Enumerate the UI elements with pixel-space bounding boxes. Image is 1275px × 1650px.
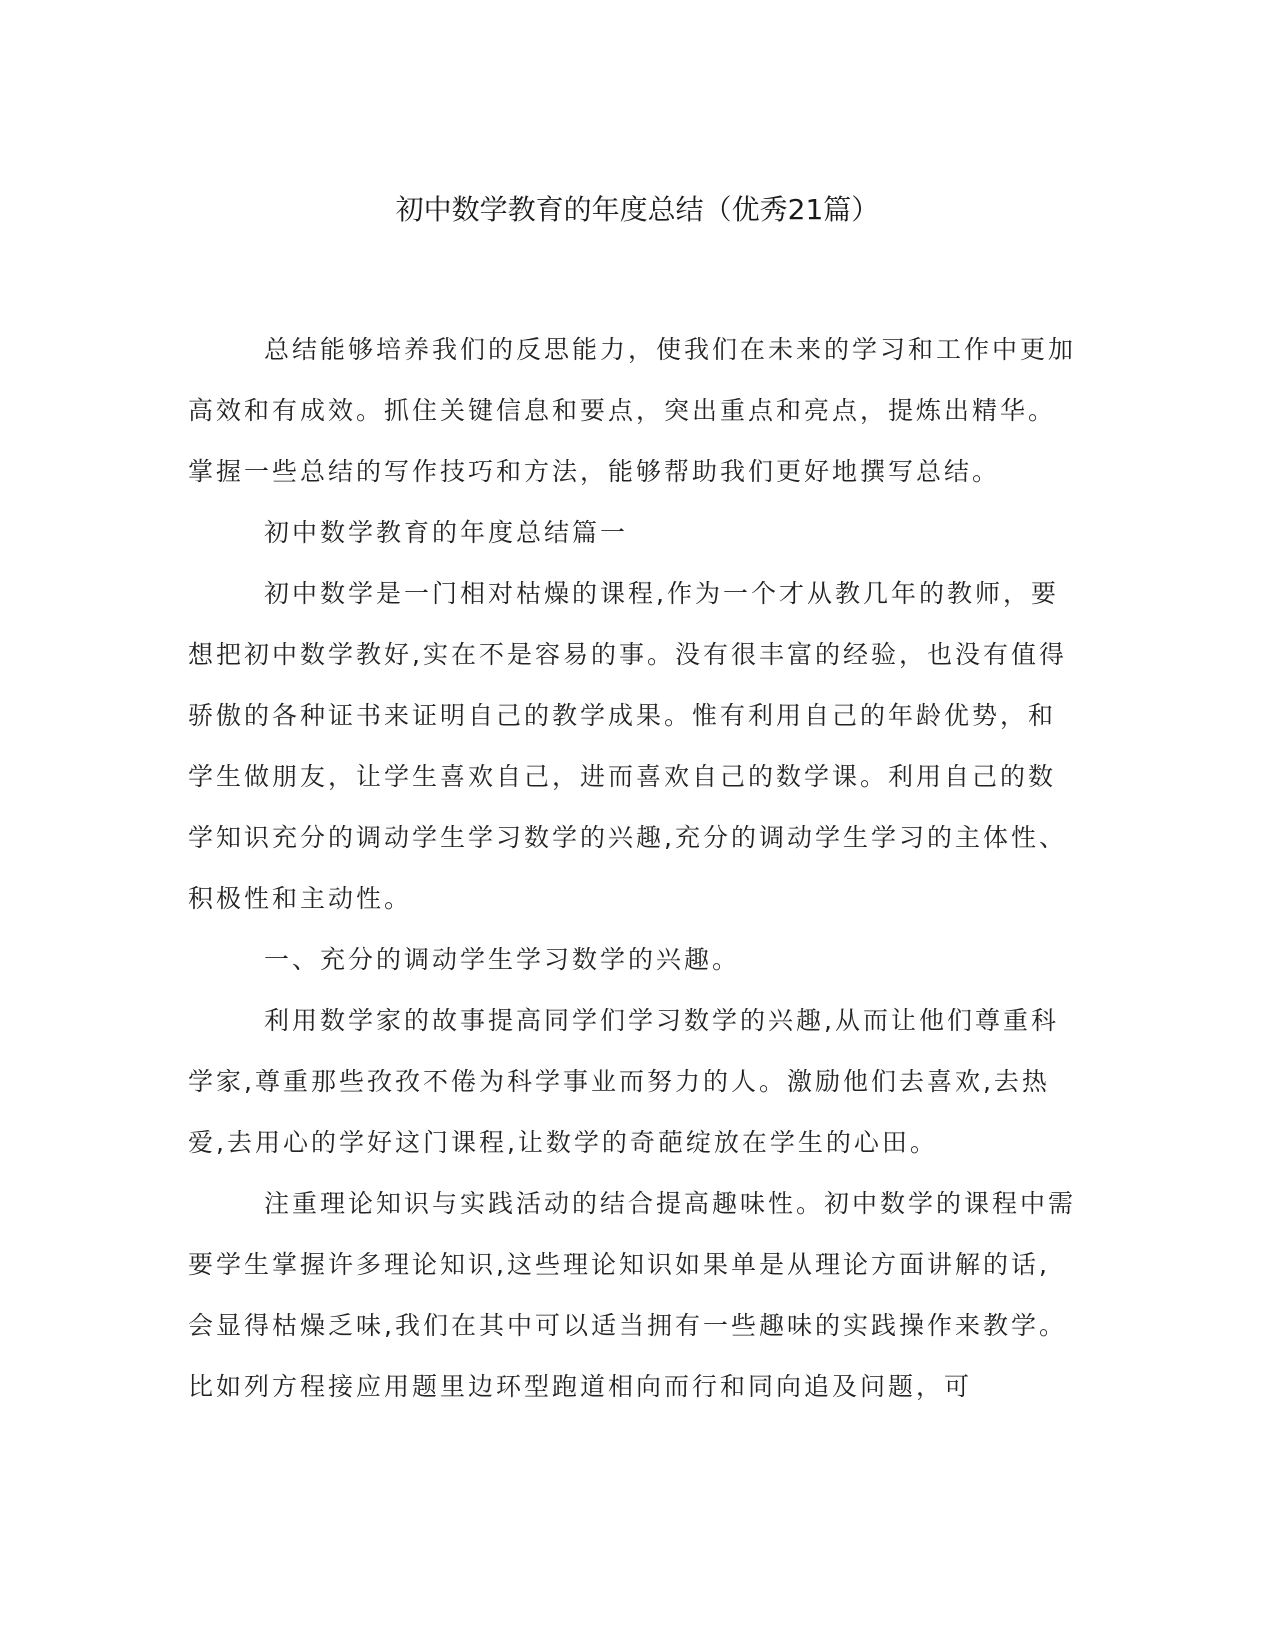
subsection-heading: 一、充分的调动学生学习数学的兴趣。: [264, 945, 741, 974]
body-paragraph: 利用数学家的故事提高同学们学习数学的兴趣,从而让他们尊重科学家,尊重那些孜孜不倦为科学事业而努力的人。激励他们去喜欢,去热爱,去用心的学好这门课程,让数学的奇葩绽放在学生的心田。: [188, 1006, 1059, 1157]
intro-paragraph: 总结能够培养我们的反思能力，使我们在未来的学习和工作中更加高效和有成效。抓住关键信息和要点，突出重点和亮点，提炼出精华。掌握一些总结的写作技巧和方法，能够帮助我们更好地撰写总结。: [188, 335, 1077, 486]
body-paragraph: 注重理论知识与实践活动的结合提高趣味性。初中数学的课程中需要学生掌握许多理论知识,这些理论知识如果单是从理论方面讲解的话,会显得枯燥乏味,我们在其中可以适当拥有一些趣味的实践操作来教学。比如列方程接应用题里边环型跑道相向而行和同向追及问题，可: [188, 1189, 1077, 1401]
document-body: [188, 319, 1076, 1417]
document-title: 初中数学教育的年度总结（优秀21篇）: [395, 193, 880, 226]
body-paragraph: 初中数学是一门相对枯燥的课程,作为一个才从教几年的教师，要想把初中数学教好,实在不是容易的事。没有很丰富的经验，也没有值得骄傲的各种证书来证明自己的教学成果。惟有利用自己的年龄优势，和学生做朋友，让学生喜欢自己，进而喜欢自己的数学课。利用自己的数学知识充分的调动学生学习数学的兴趣,充分的调动学生学习的主体性、积极性和主动性。: [188, 579, 1067, 913]
section-heading: 初中数学教育的年度总结篇一: [264, 518, 629, 547]
